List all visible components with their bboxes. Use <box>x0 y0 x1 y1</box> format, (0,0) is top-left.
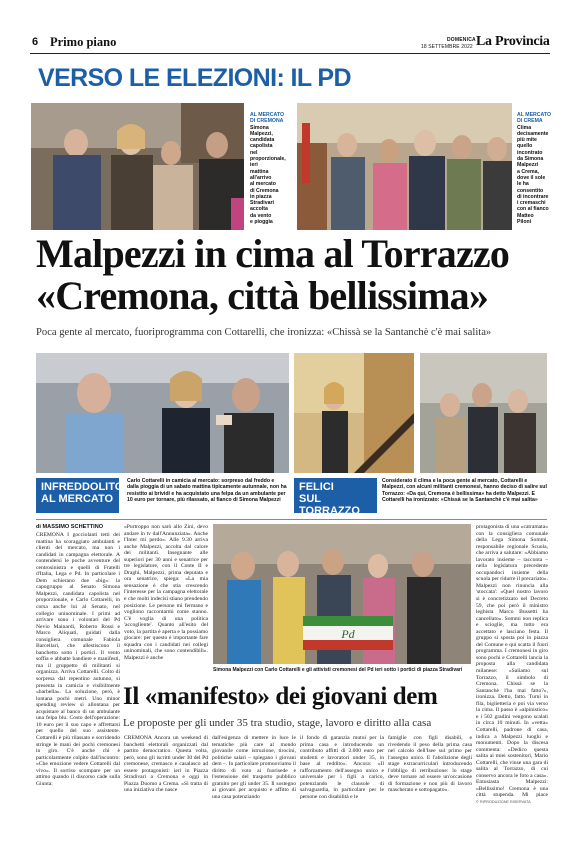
issue-date: 18 SETTEMBRE 2022 <box>421 44 473 50</box>
article-column-right: protagonista di una «catramata» con la consigliera comunale della Lega Simona Sommi, responsabile regionale Scuola, che arriva a salutare: «Abbiamo lavorato insieme – racconta – nella legislatura precedente occupandoci insieme della scuola per ridurre il precariato». Malpezzi non rinuncia alla 'stoccata': «Quel nostro lavoro si è concretizzato nel Decreto 59, che poi però il ministro leghista Marco Bussetti ha cancellato». Sommi non replica e scioglie, ma tutto era accettato e lasciano festa. Il gruppo si sposta poi in piazza del Comune e qui scatta il fuori programma. I cremonesi in giro sono pochi e Cottarelli lancia la proposta alla candidata milanese: «Saliamo sul Torrazzo, il simbolo di Cremona. Chissà se la Santanchè l'ha mai fatto?», ironizza. Detto, fatto. Turni in fila, biglietteria e poi via verso la cima. Il passo è «alpinistico» e i 502 gradini vengono scalati in circa 10 minuti. In «vetta» Cottarelli, padrone di casa, indica a Malpezzi luoghi e monumenti. Dopo la discesa commenta: «Dedico questa salita ai miei sostenitori, Mario Cottarelli, che vinse una gara di salita al Torrazzo, di cui conservo ancora le foto a casa». Entusiasta Malpezzi: «Bellissimo! Cremona è una città stupenda. Mi piace <box>476 524 548 798</box>
header-rule <box>30 53 550 54</box>
top-left-caption-line: DI CREMONA <box>250 118 284 125</box>
top-left-caption-line: mattina <box>250 168 269 175</box>
box-right-caption: Considerato il clima e la poca gente al mercato, Cottarelli e Malpezzi, con alcuni militanti cremonesi, hanno deciso di salire sul Torrazzo: «Da qui, Cremona è bellissima» ha detto Malpezzi. E Cottarelli ha ironizzato: «Chissà se la Santanchè c'è mai salita» <box>382 478 547 503</box>
top-left-caption-line: in piazza <box>250 193 272 200</box>
article-column-1: CREMONA I gocciolanti tetti dei mattina ha scoraggiato ambulanti e clienti del mercato, ma non i candidati in campagna elettorale. A contendersi le poche avventure del centrosinistra e quelli di Fratelli d'Italia, Lega e Pd. In particolare i Dem schierano due «big»: la capogruppo al Senato Simona Malpezzi, candidata capolista nel proporzionale, e Carlo Cottarelli, in corsa anche lui al Senato, nel collegio uninominale. I primi ad arrivare sono i volontari del Pd Nevio Mainardi, Roberto Rossi e Marco Aliquati, guidati dalla consigliera comunale Fabiola Barcellari, che allestiscono il banchetto sotto i portici. Il vento soffia e abbatte bandiere e manifesti, ma il gruppetto di militanti si organizza. Arriva Cottarelli. Colto di sorpresa dal repentino autunno, si presenta in camicia e visibilmente «barbella». La soluzione, però, è lontana pochi metri. Uno minor spending review si allontana per acquistare al banco di un ambulante una felpa blu. Costo dell'operazione: 10 euro per il suo capo e affrettarsi per quello del suo assistente. Cottarelli è più rilassato e sorridendo stringe le mani dei pochi cremonesi in giro. C'è anche chi è particolarmente colpito dall'incontro: «Che emozione vedere Cottarelli dal vivo». Il sorriso scompare per un attimo quando il discorso cade sulla Giunta: <box>36 532 120 787</box>
second-headline: Il «manifesto» dei giovani dem <box>123 683 438 710</box>
top-right-caption-line: Piloni <box>517 219 532 226</box>
second-subhead: Le proposte per gli under 35 tra studio, stage, lavoro e diritto alla casa <box>123 717 432 729</box>
top-right-caption-line: da Simona <box>517 156 544 163</box>
top-left-caption-line: proporzionale, <box>250 156 286 163</box>
top-left-caption-line: da vento <box>250 212 272 219</box>
box-label-left-line2: AL MERCATO <box>41 493 114 505</box>
top-right-caption-line: Clima <box>517 124 532 131</box>
photo-malpezzi-cremona-market <box>31 103 244 230</box>
top-left-caption-line: Stradivari <box>250 200 274 207</box>
subhead: Poca gente al mercato, fuoriprogramma con Cottarelli, che ironizza: «Chissà se la Santanchè c'è mai salita» <box>36 327 492 338</box>
box-left-caption: Carlo Cottarelli in camicia al mercato: sorpreso dal freddo e dalla pioggia di un sabato mattina tipicamente autunnale, non ha resistito ai brividi e ha acquistato una felpa da un ambulante per 10 euro per tornare, più rilassato, al fianco di Simona Malpezzi <box>127 478 287 503</box>
top-left-caption-line: accolta <box>250 206 268 213</box>
box-label-left <box>36 478 124 513</box>
top-right-caption-line: i cremaschi <box>517 200 546 207</box>
top-left-caption-line: Simona <box>250 124 269 131</box>
headline-line-2: «Cremona, città bellissima» <box>36 273 489 318</box>
top-right-caption-line: con al fianco <box>517 206 549 213</box>
photo-malpezzi-crema <box>297 103 512 230</box>
box-label-left-line1: INFREDDOLITO <box>41 481 124 493</box>
top-left-caption-line: all'arrivo <box>250 174 272 181</box>
second-column-3: il fondo di garanzia mutui per la prima casa e introducendo un contributo affitti di 2.000 euro per studenti e lavoratori under 35, in base al reddito». Ancora: «Il rafforzamento dell'assegno unico e universale per i figli a carico, potenziando le clausole di salvaguardia, in particolare per le persone con disabilità e le <box>300 735 384 800</box>
photo-cottarelli-market <box>36 353 289 473</box>
headline-line-1: Malpezzi in cima al Torrazzo <box>36 231 510 276</box>
photo-torrazzo-group <box>420 353 547 473</box>
second-column-4: famiglie con figli disabili, e rivedendo il peso della prima casa nel calcolo dell'Isee sul primo per l'assegno unico. E l'abolizione degli stage extracurriculari introducendo l'obbligo di retribuzione: lo stage deve tornare ad essere un'occasione di formazione e non più di lavoro mascherato e sottopagato». <box>388 735 472 794</box>
top-right-caption <box>517 112 563 225</box>
photo-torrazzo-stairs <box>294 353 414 473</box>
top-left-caption <box>250 112 296 225</box>
top-left-caption-line: candidata <box>250 137 275 144</box>
top-right-caption-line: AL MERCATO <box>517 112 552 118</box>
copyright-note: © RIPRODUZIONE RISERVATA <box>476 800 531 804</box>
masthead: La Provincia <box>476 34 550 49</box>
top-right-caption-line: consentito <box>517 187 544 194</box>
box-label-right <box>294 478 377 517</box>
center-photo-caption: Simona Malpezzi con Carlo Cottarelli e gli attivisti cremonesi del Pd ieri sotto i portici di piazza Stradivari <box>213 667 463 673</box>
top-right-caption-line: Malpezzi <box>517 162 539 169</box>
top-left-caption-line: ieri <box>250 162 258 169</box>
kicker: VERSO LE ELEZIONI: IL PD <box>38 64 351 92</box>
top-right-caption-line: a Crema, <box>517 168 539 175</box>
top-right-caption-line: incontrato <box>517 149 543 156</box>
top-right-caption-line: decisamente <box>517 130 549 137</box>
byline: di MASSIMO SCHETTINO <box>36 524 104 530</box>
top-right-caption-line: le ha <box>517 181 529 188</box>
photo-pd-activists <box>213 524 471 664</box>
top-right-caption-line: DI CREMA <box>517 118 543 125</box>
page-number: 6 <box>32 36 39 48</box>
box-label-right-line1: FELICI <box>299 481 334 493</box>
top-right-caption-line: Matteo <box>517 212 534 219</box>
section-title: Primo piano <box>50 35 117 49</box>
top-left-caption-line: e pioggia <box>250 219 273 226</box>
svg-text:Pd: Pd <box>341 627 355 641</box>
top-left-caption-line: capolista <box>250 143 273 150</box>
second-column-2: dall'esigenza di mettere in luce le tematiche più care al mondo giovanile come istruzione, tirocini, politiche salari – spiegano i giovani dem –. In particolare promuoviamo il diritto di voto ai fuorisede e l'estensione del trasporto pubblico gratuito per gli under 35. Il sostegno ai giovani per acquisto e affitto di una casa potenziando <box>212 735 296 800</box>
section-divider <box>36 519 547 520</box>
issue-day: DOMENICA <box>447 37 476 43</box>
top-right-caption-line: dove il sole <box>517 174 546 181</box>
top-left-caption-line: Malpezzi, <box>250 130 273 137</box>
second-column-1: CREMONA Ancora un weekend di banchetti elettorali organizzati dal partito democratico. Questa volta, però, sono gli iscritti under 30 del Pd cremonese, cremasco e casalasco ad essere protagonisti: ieri in Piazza Stradivari a Cremona e oggi in Piazza Duomo a Crema. «Si tratta di una iniziativa che nasce <box>124 735 208 794</box>
top-left-caption-line: nel <box>250 149 258 156</box>
box-label-right-line2: SUL TORRAZZO <box>299 493 360 517</box>
top-left-caption-line: al mercato <box>250 181 276 188</box>
top-right-caption-line: quello <box>517 143 533 150</box>
top-right-caption-line: più mite <box>517 137 537 144</box>
article-column-2: «Purtroppo non sarò allo Zini, devo andare in tv dall'Annunziata». Anche l'Inter mi perdo». Alle 9.30 arriva anche Malpezzi, accolta dal calore dei militanti. Insegnante alle superiori per 30 anni e senatrice per tre legislature, con il Conte II e Draghi, Malpezzi, prima deputata e ora senatrice, spiega: «La mia sensazione è che stia crescendo l'interesse per la campagna elettorale e che molti indecisi stiano prendendo posizione. Le persone mi fermano e vogliono raccontarmi come stanno. C'è voglia di una politica 'accogliente'. Quanto all'esito del voto, la partita è aperta e la possiamo giocare: per questo è importante fare squadra con i candidati nei collegi uninominali, che sono contendibili». Malpezzi è anche <box>124 524 208 661</box>
top-left-caption-line: AL MERCATO <box>250 112 285 118</box>
top-left-caption-line: di Cremona <box>250 187 279 194</box>
top-right-caption-line: di incontrare <box>517 193 549 200</box>
